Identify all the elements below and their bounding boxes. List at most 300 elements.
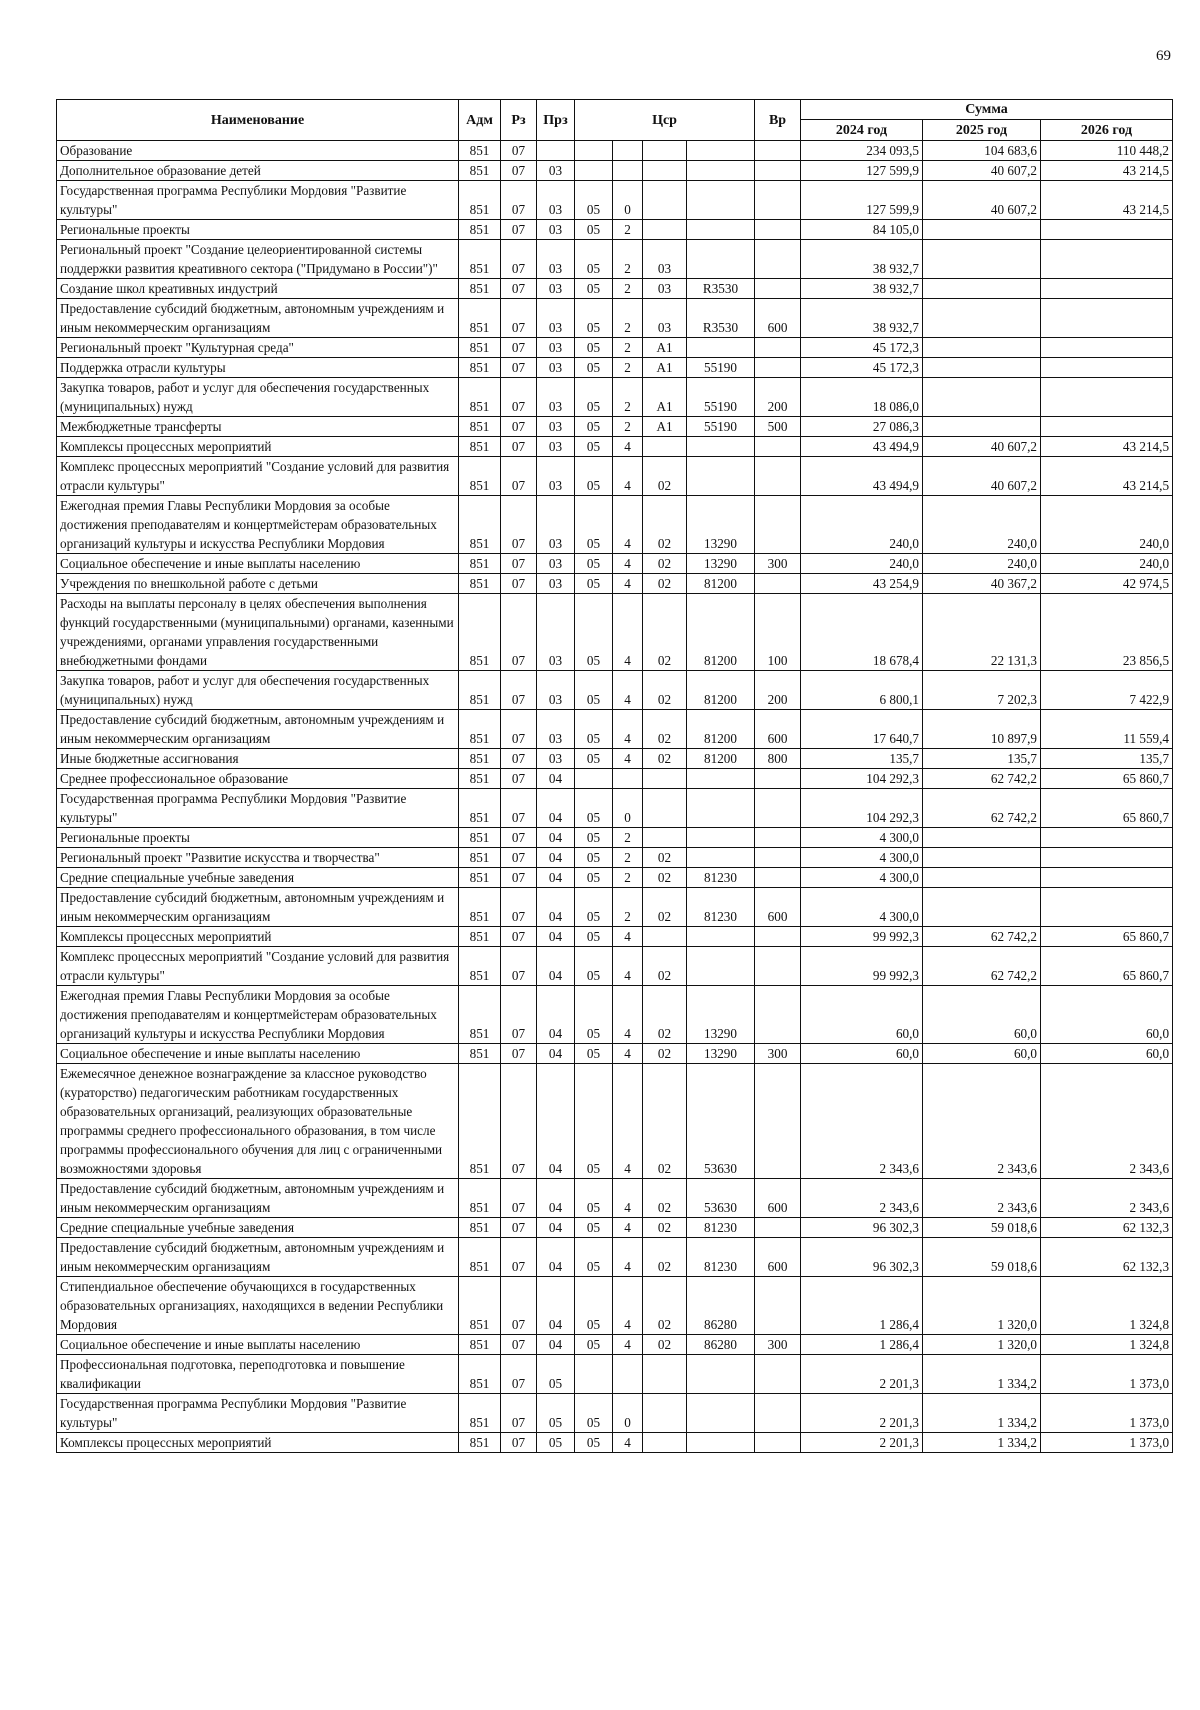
cell-vr bbox=[755, 1277, 801, 1335]
cell-csr-program: 05 bbox=[575, 1044, 613, 1064]
cell-rz: 07 bbox=[501, 496, 537, 554]
cell-sum-2025: 40 607,2 bbox=[923, 181, 1041, 220]
cell-csr-type: 4 bbox=[613, 594, 643, 671]
cell-csr-direction: 86280 bbox=[687, 1335, 755, 1355]
cell-csr-direction: 81230 bbox=[687, 868, 755, 888]
cell-prz: 05 bbox=[537, 1394, 575, 1433]
cell-sum-2025: 7 202,3 bbox=[923, 671, 1041, 710]
cell-sum-2026 bbox=[1041, 358, 1173, 378]
cell-name: Комплексы процессных мероприятий bbox=[57, 927, 459, 947]
cell-sum-2024: 99 992,3 bbox=[801, 947, 923, 986]
cell-prz: 04 bbox=[537, 1064, 575, 1179]
table-row bbox=[57, 848, 1173, 868]
table-row bbox=[57, 1394, 1173, 1433]
cell-csr-group: 02 bbox=[643, 1179, 687, 1218]
cell-sum-2024: 27 086,3 bbox=[801, 417, 923, 437]
cell-prz: 04 bbox=[537, 986, 575, 1044]
cell-name: Среднее профессиональное образование bbox=[57, 769, 459, 789]
cell-csr-program: 05 bbox=[575, 868, 613, 888]
cell-csr-direction bbox=[687, 437, 755, 457]
cell-sum-2026: 60,0 bbox=[1041, 1044, 1173, 1064]
cell-csr-type: 4 bbox=[613, 947, 643, 986]
cell-prz: 03 bbox=[537, 338, 575, 358]
cell-vr bbox=[755, 437, 801, 457]
cell-csr-group: 02 bbox=[643, 457, 687, 496]
cell-csr-type: 4 bbox=[613, 1064, 643, 1179]
cell-adm: 851 bbox=[459, 1394, 501, 1433]
cell-prz: 04 bbox=[537, 769, 575, 789]
cell-vr: 600 bbox=[755, 1179, 801, 1218]
cell-prz: 03 bbox=[537, 161, 575, 181]
cell-sum-2026: 1 373,0 bbox=[1041, 1394, 1173, 1433]
cell-name: Средние специальные учебные заведения bbox=[57, 868, 459, 888]
cell-prz: 03 bbox=[537, 437, 575, 457]
cell-prz: 04 bbox=[537, 1044, 575, 1064]
cell-sum-2026: 7 422,9 bbox=[1041, 671, 1173, 710]
cell-rz: 07 bbox=[501, 574, 537, 594]
cell-name: Комплекс процессных мероприятий "Создание условий для развития отрасли культуры" bbox=[57, 457, 459, 496]
cell-rz: 07 bbox=[501, 888, 537, 927]
cell-sum-2026: 43 214,5 bbox=[1041, 181, 1173, 220]
cell-sum-2025: 1 320,0 bbox=[923, 1335, 1041, 1355]
cell-csr-program: 05 bbox=[575, 671, 613, 710]
table-row bbox=[57, 496, 1173, 554]
cell-csr-group bbox=[643, 141, 687, 161]
cell-rz: 07 bbox=[501, 1394, 537, 1433]
cell-sum-2025: 10 897,9 bbox=[923, 710, 1041, 749]
cell-csr-group bbox=[643, 828, 687, 848]
cell-csr-group: 02 bbox=[643, 986, 687, 1044]
cell-csr-type: 4 bbox=[613, 1238, 643, 1277]
cell-rz: 07 bbox=[501, 338, 537, 358]
cell-csr-group: 02 bbox=[643, 496, 687, 554]
cell-sum-2024: 96 302,3 bbox=[801, 1238, 923, 1277]
cell-csr-type: 4 bbox=[613, 554, 643, 574]
table-row bbox=[57, 1218, 1173, 1238]
cell-prz: 03 bbox=[537, 220, 575, 240]
cell-csr-program bbox=[575, 1355, 613, 1394]
header-name: Наименование bbox=[57, 100, 459, 141]
cell-csr-direction bbox=[687, 1433, 755, 1453]
cell-csr-type: 4 bbox=[613, 927, 643, 947]
cell-sum-2026: 65 860,7 bbox=[1041, 947, 1173, 986]
cell-name: Средние специальные учебные заведения bbox=[57, 1218, 459, 1238]
cell-sum-2024: 17 640,7 bbox=[801, 710, 923, 749]
cell-sum-2026: 1 324,8 bbox=[1041, 1277, 1173, 1335]
cell-prz: 04 bbox=[537, 789, 575, 828]
cell-csr-program: 05 bbox=[575, 1064, 613, 1179]
cell-rz: 07 bbox=[501, 1335, 537, 1355]
cell-sum-2025 bbox=[923, 848, 1041, 868]
cell-adm: 851 bbox=[459, 848, 501, 868]
cell-adm: 851 bbox=[459, 1335, 501, 1355]
cell-vr: 600 bbox=[755, 710, 801, 749]
cell-vr bbox=[755, 927, 801, 947]
cell-vr: 600 bbox=[755, 1238, 801, 1277]
cell-rz: 07 bbox=[501, 240, 537, 279]
table-row bbox=[57, 437, 1173, 457]
cell-vr bbox=[755, 1355, 801, 1394]
cell-csr-direction bbox=[687, 338, 755, 358]
cell-sum-2025: 40 367,2 bbox=[923, 574, 1041, 594]
cell-sum-2025 bbox=[923, 417, 1041, 437]
cell-csr-program: 05 bbox=[575, 574, 613, 594]
cell-csr-direction: R3530 bbox=[687, 279, 755, 299]
cell-csr-type: 2 bbox=[613, 299, 643, 338]
cell-csr-type: 2 bbox=[613, 848, 643, 868]
cell-csr-group: 02 bbox=[643, 671, 687, 710]
cell-csr-type: 2 bbox=[613, 358, 643, 378]
cell-name: Социальное обеспечение и иные выплаты населению bbox=[57, 1044, 459, 1064]
table-row bbox=[57, 710, 1173, 749]
cell-name: Социальное обеспечение и иные выплаты населению bbox=[57, 554, 459, 574]
cell-adm: 851 bbox=[459, 1179, 501, 1218]
cell-csr-group: 03 bbox=[643, 240, 687, 279]
cell-rz: 07 bbox=[501, 1218, 537, 1238]
cell-csr-direction: 81230 bbox=[687, 888, 755, 927]
cell-sum-2025: 1 334,2 bbox=[923, 1433, 1041, 1453]
cell-csr-direction: 13290 bbox=[687, 1044, 755, 1064]
cell-sum-2024: 60,0 bbox=[801, 1044, 923, 1064]
budget-table bbox=[56, 99, 1173, 1453]
cell-prz: 04 bbox=[537, 1277, 575, 1335]
table-row bbox=[57, 1277, 1173, 1335]
cell-name: Региональный проект "Создание целеориентированной системы поддержки развития креативного сектора ("Придумано в России")" bbox=[57, 240, 459, 279]
cell-csr-direction bbox=[687, 240, 755, 279]
table-row bbox=[57, 1238, 1173, 1277]
cell-csr-type: 4 bbox=[613, 986, 643, 1044]
cell-prz: 05 bbox=[537, 1355, 575, 1394]
cell-rz: 07 bbox=[501, 279, 537, 299]
cell-adm: 851 bbox=[459, 220, 501, 240]
cell-name: Региональные проекты bbox=[57, 220, 459, 240]
cell-rz: 07 bbox=[501, 927, 537, 947]
cell-sum-2026 bbox=[1041, 417, 1173, 437]
cell-rz: 07 bbox=[501, 220, 537, 240]
cell-prz: 04 bbox=[537, 828, 575, 848]
table-row bbox=[57, 554, 1173, 574]
cell-csr-type: 2 bbox=[613, 888, 643, 927]
cell-vr bbox=[755, 181, 801, 220]
cell-vr bbox=[755, 457, 801, 496]
cell-sum-2026 bbox=[1041, 888, 1173, 927]
cell-sum-2024: 4 300,0 bbox=[801, 828, 923, 848]
cell-adm: 851 bbox=[459, 240, 501, 279]
cell-sum-2025: 135,7 bbox=[923, 749, 1041, 769]
cell-sum-2024: 2 343,6 bbox=[801, 1179, 923, 1218]
cell-sum-2026 bbox=[1041, 299, 1173, 338]
cell-sum-2026: 135,7 bbox=[1041, 749, 1173, 769]
cell-rz: 07 bbox=[501, 594, 537, 671]
cell-csr-direction: 81200 bbox=[687, 710, 755, 749]
cell-csr-type bbox=[613, 1355, 643, 1394]
cell-sum-2025: 62 742,2 bbox=[923, 769, 1041, 789]
cell-sum-2024: 45 172,3 bbox=[801, 338, 923, 358]
cell-sum-2024: 2 201,3 bbox=[801, 1433, 923, 1453]
cell-csr-type: 2 bbox=[613, 868, 643, 888]
cell-rz: 07 bbox=[501, 769, 537, 789]
cell-sum-2024: 127 599,9 bbox=[801, 181, 923, 220]
table-row bbox=[57, 161, 1173, 181]
cell-prz: 04 bbox=[537, 1335, 575, 1355]
cell-adm: 851 bbox=[459, 358, 501, 378]
cell-adm: 851 bbox=[459, 1277, 501, 1335]
cell-sum-2025 bbox=[923, 828, 1041, 848]
cell-sum-2025: 2 343,6 bbox=[923, 1179, 1041, 1218]
cell-adm: 851 bbox=[459, 554, 501, 574]
cell-prz: 04 bbox=[537, 888, 575, 927]
table-row bbox=[57, 1064, 1173, 1179]
cell-csr-program: 05 bbox=[575, 378, 613, 417]
cell-prz: 04 bbox=[537, 868, 575, 888]
cell-adm: 851 bbox=[459, 338, 501, 358]
cell-sum-2025: 62 742,2 bbox=[923, 927, 1041, 947]
cell-vr bbox=[755, 947, 801, 986]
cell-sum-2025: 1 334,2 bbox=[923, 1355, 1041, 1394]
cell-csr-direction: 53630 bbox=[687, 1179, 755, 1218]
cell-vr bbox=[755, 789, 801, 828]
cell-vr: 300 bbox=[755, 1335, 801, 1355]
cell-name: Образование bbox=[57, 141, 459, 161]
cell-csr-direction bbox=[687, 457, 755, 496]
cell-csr-direction bbox=[687, 927, 755, 947]
cell-csr-program: 05 bbox=[575, 358, 613, 378]
table-row bbox=[57, 986, 1173, 1044]
cell-prz: 03 bbox=[537, 496, 575, 554]
cell-sum-2024: 6 800,1 bbox=[801, 671, 923, 710]
cell-sum-2025 bbox=[923, 358, 1041, 378]
cell-name: Региональный проект "Культурная среда" bbox=[57, 338, 459, 358]
cell-name: Комплексы процессных мероприятий bbox=[57, 1433, 459, 1453]
cell-prz: 03 bbox=[537, 299, 575, 338]
table-row bbox=[57, 358, 1173, 378]
cell-sum-2024: 2 201,3 bbox=[801, 1355, 923, 1394]
cell-sum-2024: 96 302,3 bbox=[801, 1218, 923, 1238]
cell-sum-2025: 104 683,6 bbox=[923, 141, 1041, 161]
cell-csr-group: 02 bbox=[643, 749, 687, 769]
table-header bbox=[57, 100, 1173, 141]
cell-adm: 851 bbox=[459, 1355, 501, 1394]
cell-csr-direction: 81200 bbox=[687, 574, 755, 594]
cell-csr-type: 4 bbox=[613, 1044, 643, 1064]
cell-csr-direction: 53630 bbox=[687, 1064, 755, 1179]
cell-vr bbox=[755, 496, 801, 554]
cell-adm: 851 bbox=[459, 749, 501, 769]
cell-rz: 07 bbox=[501, 181, 537, 220]
cell-name: Ежемесячное денежное вознаграждение за классное руководство (кураторство) педагогическим работникам государственных образовательных организаций, реализующих образовательные программы среднего профессионального образования, в том числе программы профессионального обучения для лиц с ограниченными возможностями здоровья bbox=[57, 1064, 459, 1179]
cell-csr-program: 05 bbox=[575, 1433, 613, 1453]
cell-prz: 03 bbox=[537, 574, 575, 594]
cell-sum-2024: 127 599,9 bbox=[801, 161, 923, 181]
header-csr: Цср bbox=[575, 100, 755, 141]
cell-prz: 04 bbox=[537, 1179, 575, 1218]
cell-name: Профессиональная подготовка, переподготовка и повышение квалификации bbox=[57, 1355, 459, 1394]
cell-csr-group: 03 bbox=[643, 299, 687, 338]
cell-prz: 03 bbox=[537, 279, 575, 299]
cell-csr-program: 05 bbox=[575, 240, 613, 279]
cell-csr-type: 2 bbox=[613, 338, 643, 358]
cell-name: Государственная программа Республики Мордовия "Развитие культуры" bbox=[57, 181, 459, 220]
cell-csr-direction bbox=[687, 141, 755, 161]
cell-sum-2026 bbox=[1041, 338, 1173, 358]
table-row bbox=[57, 240, 1173, 279]
cell-csr-program: 05 bbox=[575, 828, 613, 848]
cell-csr-group: 02 bbox=[643, 947, 687, 986]
cell-rz: 07 bbox=[501, 1238, 537, 1277]
cell-sum-2024: 240,0 bbox=[801, 496, 923, 554]
cell-vr: 600 bbox=[755, 888, 801, 927]
cell-csr-type: 2 bbox=[613, 220, 643, 240]
cell-adm: 851 bbox=[459, 279, 501, 299]
cell-sum-2026: 43 214,5 bbox=[1041, 437, 1173, 457]
cell-csr-group bbox=[643, 769, 687, 789]
cell-sum-2025 bbox=[923, 338, 1041, 358]
cell-adm: 851 bbox=[459, 789, 501, 828]
cell-prz: 03 bbox=[537, 671, 575, 710]
table-row bbox=[57, 594, 1173, 671]
cell-csr-direction: 81200 bbox=[687, 749, 755, 769]
cell-adm: 851 bbox=[459, 1218, 501, 1238]
cell-csr-type: 4 bbox=[613, 437, 643, 457]
cell-sum-2026: 42 974,5 bbox=[1041, 574, 1173, 594]
cell-adm: 851 bbox=[459, 769, 501, 789]
cell-sum-2024: 4 300,0 bbox=[801, 888, 923, 927]
cell-sum-2025: 59 018,6 bbox=[923, 1238, 1041, 1277]
cell-csr-direction: 81200 bbox=[687, 594, 755, 671]
cell-sum-2026: 65 860,7 bbox=[1041, 789, 1173, 828]
header-year-2026: 2026 год bbox=[1041, 120, 1173, 141]
cell-vr: 200 bbox=[755, 378, 801, 417]
cell-csr-group: 02 bbox=[643, 574, 687, 594]
header-year-2025: 2025 год bbox=[923, 120, 1041, 141]
cell-rz: 07 bbox=[501, 710, 537, 749]
cell-sum-2024: 43 494,9 bbox=[801, 437, 923, 457]
cell-csr-direction bbox=[687, 1394, 755, 1433]
cell-csr-program: 05 bbox=[575, 848, 613, 868]
cell-csr-type: 2 bbox=[613, 828, 643, 848]
cell-name: Социальное обеспечение и иные выплаты населению bbox=[57, 1335, 459, 1355]
cell-csr-group: A1 bbox=[643, 358, 687, 378]
cell-csr-program: 05 bbox=[575, 220, 613, 240]
cell-csr-program: 05 bbox=[575, 1218, 613, 1238]
table-row bbox=[57, 574, 1173, 594]
cell-csr-type: 2 bbox=[613, 378, 643, 417]
cell-sum-2025: 40 607,2 bbox=[923, 161, 1041, 181]
cell-vr: 300 bbox=[755, 554, 801, 574]
cell-csr-program: 05 bbox=[575, 437, 613, 457]
cell-csr-group: 02 bbox=[643, 594, 687, 671]
cell-adm: 851 bbox=[459, 868, 501, 888]
cell-adm: 851 bbox=[459, 1433, 501, 1453]
cell-vr bbox=[755, 848, 801, 868]
cell-sum-2026 bbox=[1041, 220, 1173, 240]
cell-csr-type bbox=[613, 769, 643, 789]
cell-csr-direction: 81230 bbox=[687, 1218, 755, 1238]
table-row bbox=[57, 378, 1173, 417]
cell-vr bbox=[755, 986, 801, 1044]
cell-prz: 04 bbox=[537, 1238, 575, 1277]
cell-rz: 07 bbox=[501, 1179, 537, 1218]
cell-sum-2024: 2 201,3 bbox=[801, 1394, 923, 1433]
table-row bbox=[57, 220, 1173, 240]
header-rz: Рз bbox=[501, 100, 537, 141]
cell-sum-2026 bbox=[1041, 828, 1173, 848]
cell-name: Государственная программа Республики Мордовия "Развитие культуры" bbox=[57, 789, 459, 828]
cell-prz: 04 bbox=[537, 1218, 575, 1238]
cell-sum-2024: 18 086,0 bbox=[801, 378, 923, 417]
cell-name: Предоставление субсидий бюджетным, автономным учреждениям и иным некоммерческим организациям bbox=[57, 888, 459, 927]
cell-csr-group bbox=[643, 927, 687, 947]
cell-rz: 07 bbox=[501, 1277, 537, 1335]
cell-sum-2025: 62 742,2 bbox=[923, 789, 1041, 828]
cell-name: Комплексы процессных мероприятий bbox=[57, 437, 459, 457]
table-row bbox=[57, 279, 1173, 299]
cell-sum-2025: 22 131,3 bbox=[923, 594, 1041, 671]
cell-rz: 07 bbox=[501, 457, 537, 496]
cell-rz: 07 bbox=[501, 1433, 537, 1453]
cell-sum-2026: 43 214,5 bbox=[1041, 457, 1173, 496]
cell-sum-2026 bbox=[1041, 848, 1173, 868]
cell-sum-2025: 59 018,6 bbox=[923, 1218, 1041, 1238]
cell-sum-2024: 38 932,7 bbox=[801, 240, 923, 279]
table-row bbox=[57, 457, 1173, 496]
table-row bbox=[57, 927, 1173, 947]
cell-csr-group: 02 bbox=[643, 1044, 687, 1064]
cell-prz: 04 bbox=[537, 927, 575, 947]
cell-sum-2024: 43 254,9 bbox=[801, 574, 923, 594]
cell-adm: 851 bbox=[459, 417, 501, 437]
cell-vr: 800 bbox=[755, 749, 801, 769]
cell-prz: 04 bbox=[537, 848, 575, 868]
cell-vr bbox=[755, 338, 801, 358]
cell-sum-2024: 60,0 bbox=[801, 986, 923, 1044]
cell-prz: 03 bbox=[537, 457, 575, 496]
table-row bbox=[57, 1433, 1173, 1453]
cell-csr-group bbox=[643, 181, 687, 220]
cell-sum-2025: 240,0 bbox=[923, 496, 1041, 554]
cell-vr bbox=[755, 1433, 801, 1453]
cell-adm: 851 bbox=[459, 927, 501, 947]
cell-sum-2024: 38 932,7 bbox=[801, 299, 923, 338]
cell-csr-program: 05 bbox=[575, 986, 613, 1044]
cell-sum-2024: 1 286,4 bbox=[801, 1277, 923, 1335]
cell-adm: 851 bbox=[459, 828, 501, 848]
cell-rz: 07 bbox=[501, 141, 537, 161]
cell-adm: 851 bbox=[459, 378, 501, 417]
cell-adm: 851 bbox=[459, 710, 501, 749]
cell-sum-2025 bbox=[923, 868, 1041, 888]
cell-csr-type: 4 bbox=[613, 1218, 643, 1238]
cell-adm: 851 bbox=[459, 1238, 501, 1277]
cell-rz: 07 bbox=[501, 378, 537, 417]
cell-csr-direction bbox=[687, 848, 755, 868]
cell-vr: 600 bbox=[755, 299, 801, 338]
table-body bbox=[57, 141, 1173, 1453]
cell-prz: 03 bbox=[537, 181, 575, 220]
cell-adm: 851 bbox=[459, 986, 501, 1044]
cell-csr-direction: 13290 bbox=[687, 496, 755, 554]
cell-adm: 851 bbox=[459, 888, 501, 927]
cell-csr-direction: 86280 bbox=[687, 1277, 755, 1335]
cell-sum-2026 bbox=[1041, 378, 1173, 417]
cell-csr-program: 05 bbox=[575, 181, 613, 220]
cell-adm: 851 bbox=[459, 671, 501, 710]
cell-sum-2025: 62 742,2 bbox=[923, 947, 1041, 986]
cell-csr-type: 0 bbox=[613, 789, 643, 828]
cell-name: Межбюджетные трансферты bbox=[57, 417, 459, 437]
cell-prz bbox=[537, 141, 575, 161]
cell-csr-group bbox=[643, 1433, 687, 1453]
